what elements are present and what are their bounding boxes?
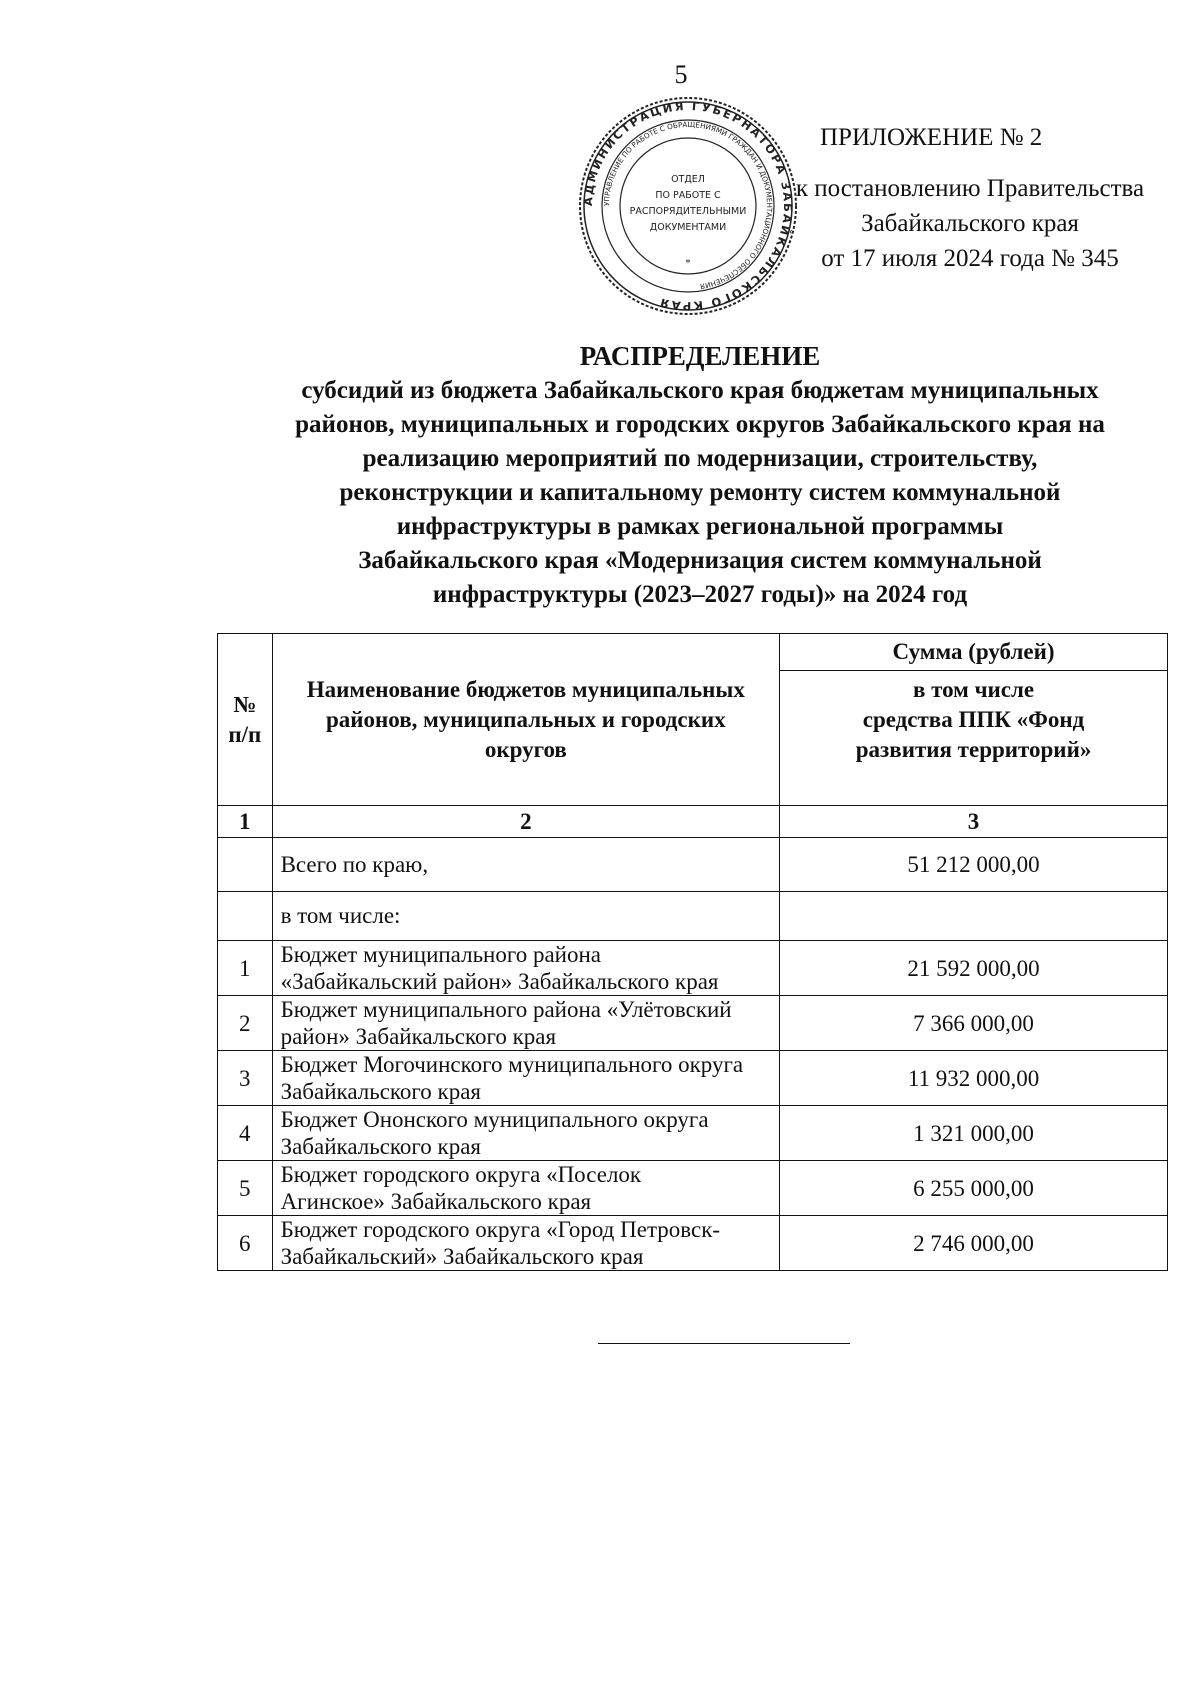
- table-row: [218, 1051, 1168, 1106]
- stamp-center-line: ПО РАБОТЕ С: [655, 190, 721, 201]
- heading-line: реализацию мероприятий по модернизации, строительству,: [362, 445, 1038, 472]
- header-name: Наименование бюджетов муниципальных районов, муниципальных и городских округов: [272, 634, 780, 806]
- heading-line: инфраструктуры (2023–2027 годы)» на 2024 год: [432, 581, 968, 608]
- total-label: Всего по краю,: [272, 838, 780, 892]
- official-stamp: [578, 96, 798, 316]
- row-name: Бюджет городского округа «Поселок Агинское» Забайкальского края: [272, 1161, 780, 1216]
- row-name: Бюджет Ононского муниципального округа Забайкальского края: [272, 1106, 780, 1161]
- total-num: [218, 838, 273, 892]
- index-cell: 1: [218, 806, 273, 838]
- stamp-center-line: РАСПОРЯДИТЕЛЬНЫМИ: [629, 206, 747, 217]
- row-amount: 2 746 000,00: [780, 1216, 1168, 1271]
- total-row: [218, 838, 1168, 892]
- row-amount: 1 321 000,00: [780, 1106, 1168, 1161]
- subtotal-amount: [780, 892, 1168, 941]
- heading-line: инфраструктуры в рамках региональной программы: [396, 513, 1004, 540]
- heading-line: субсидий из бюджета Забайкальского края бюджетам муниципальных: [301, 377, 1099, 404]
- appendix-line: от 17 июля 2024 года № 345: [821, 245, 1119, 272]
- appendix-line: Забайкальского края: [861, 210, 1079, 237]
- row-name: Бюджет городского округа «Город Петровск- Забайкальский» Забайкальского края: [272, 1216, 780, 1271]
- appendix-line: к постановлению Правительства: [795, 175, 1145, 202]
- appendix-block: [770, 120, 1170, 276]
- table-row: [218, 1161, 1168, 1216]
- page-number: 5: [674, 60, 688, 89]
- header-num: № п/п: [218, 634, 273, 806]
- distribution-table: [217, 633, 1168, 1271]
- subtotal-row: [218, 892, 1168, 941]
- table-row: [218, 941, 1168, 996]
- header-sum-sub: в том числе средства ППК «Фонд развития территорий»: [780, 671, 1168, 806]
- header-sum: Сумма (рублей): [780, 634, 1168, 671]
- stamp-star-icon: *: [685, 258, 691, 269]
- table-row: [218, 1216, 1168, 1271]
- stamp-center-line: ДОКУМЕНТАМИ: [649, 222, 727, 233]
- subtotal-label: в том числе:: [272, 892, 780, 941]
- stamp-center-line: ОТДЕЛ: [671, 174, 705, 185]
- row-num: 5: [218, 1161, 273, 1216]
- total-amount: 51 212 000,00: [780, 838, 1168, 892]
- stamp-outer-text: АДМИНИСТРАЦИЯ ГУБЕРНАТОРА ЗАБАЙКАЛЬСКОГО КРАЯ: [580, 98, 796, 314]
- row-amount: 21 592 000,00: [780, 941, 1168, 996]
- index-cell: 2: [272, 806, 780, 838]
- row-name: Бюджет муниципального района «Забайкальский район» Забайкальского края: [272, 941, 780, 996]
- row-name: Бюджет муниципального района «Улётовский район» Забайкальского края: [272, 996, 780, 1051]
- table-row: [218, 1106, 1168, 1161]
- row-amount: 6 255 000,00: [780, 1161, 1168, 1216]
- row-amount: 7 366 000,00: [780, 996, 1168, 1051]
- row-name: Бюджет Могочинского муниципального округа Забайкальского края: [272, 1051, 780, 1106]
- document-heading: [200, 338, 1200, 612]
- heading-line: районов, муниципальных и городских округов Забайкальского края на: [295, 411, 1105, 438]
- appendix-title: ПРИЛОЖЕНИЕ № 2: [820, 124, 1043, 151]
- heading-line: Забайкальского края «Модернизация систем коммунальной: [358, 547, 1042, 574]
- heading-line: реконструкции и капитальному ремонту систем коммунальной: [339, 479, 1061, 506]
- subtotal-num: [218, 892, 273, 941]
- closing-divider: [598, 1343, 850, 1344]
- row-num: 2: [218, 996, 273, 1051]
- document-title: РАСПРЕДЕЛЕНИЕ: [579, 341, 821, 371]
- row-amount: 11 932 000,00: [780, 1051, 1168, 1106]
- table-row: [218, 996, 1168, 1051]
- index-row: [218, 806, 1168, 838]
- stamp-ring-text: УПРАВЛЕНИЕ ПО РАБОТЕ С ОБРАЩЕНИЯМИ ГРАЖДАН И ДОКУМЕНТАЦИОННОГО ОБЕСПЕЧЕНИЯ: [601, 119, 775, 292]
- row-num: 3: [218, 1051, 273, 1106]
- row-num: 4: [218, 1106, 273, 1161]
- row-num: 6: [218, 1216, 273, 1271]
- row-num: 1: [218, 941, 273, 996]
- index-cell: 3: [780, 806, 1168, 838]
